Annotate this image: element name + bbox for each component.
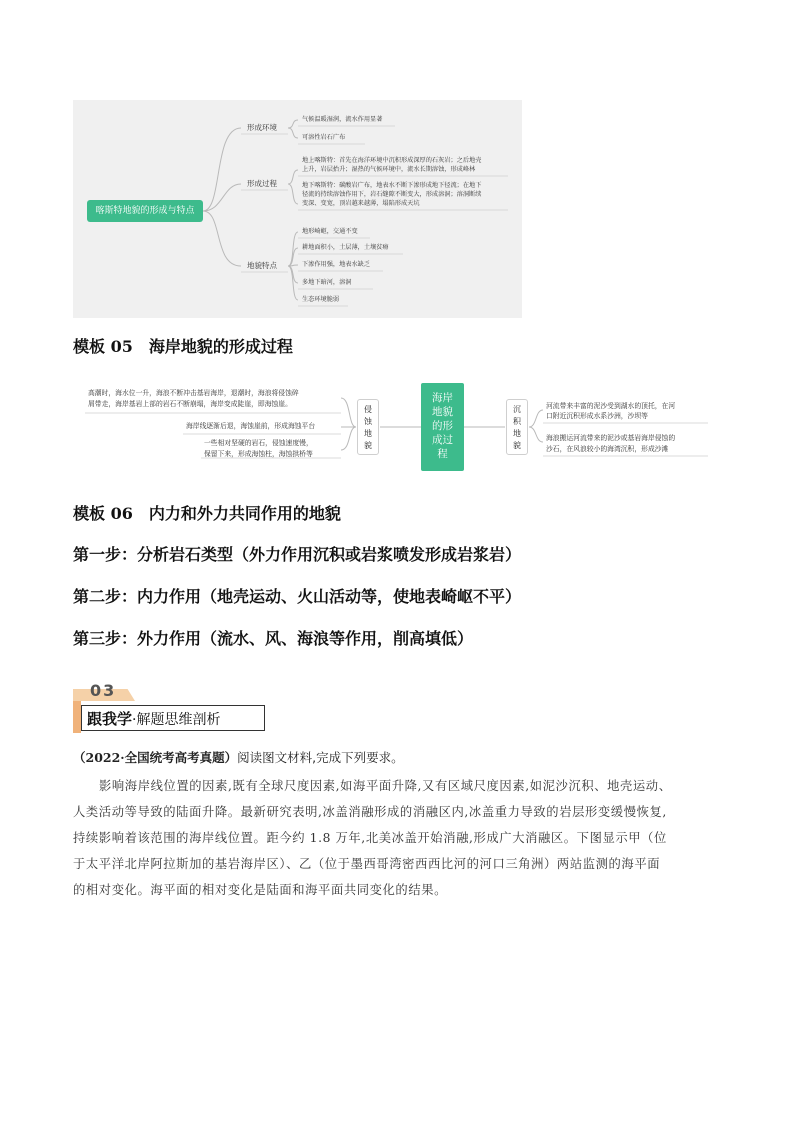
karst-branch-features: 地貌特点 [247,261,277,270]
karst-leaf: 生态环境脆弱 [302,296,340,303]
step-1: 第一步：分析岩石类型（外力作用沉积或岩浆喷发形成岩浆岩） [73,545,522,564]
node-char: 沉 [513,405,521,414]
erosion-item: 屑带走，海岸基岩上部的岩石不断崩塌，海岸变成陡崖，即海蚀崖。 [88,400,292,408]
coastal-mindmap [73,380,723,480]
node-char: 积 [513,417,521,426]
karst-leaf: 多地下暗河，溶洞 [302,279,352,286]
node-char: 蚀 [364,417,372,426]
paragraph-line: 于太平洋北岸阿拉斯加的基岩海岸区）、乙（位于墨西哥湾密西西比河的河口三角洲）两站监测的海平面 [73,857,661,871]
node-line: 的形 [432,420,453,432]
template-06-heading: 模板 06 内力和外力共同作用的地貌 [73,504,341,523]
karst-leaf: 径流的持续溶蚀作用下，岩石缝隙不断变大，形成溶洞；溶洞断续 [302,191,482,198]
karst-mindmap [73,100,522,318]
section-badge-accent [73,701,81,733]
karst-root-node: 喀斯特地貌的形成与特点 [87,200,203,222]
paragraph-line: 持续影响着该范围的海岸线位置。距今约 1.8 万年,北美冰盖开始消融,形成广大消融区。下图显示甲（位 [73,831,667,845]
erosion-item: 一些相对坚硬的岩石，侵蚀速度慢， [204,439,313,447]
template-05-heading: 模板 05 海岸地貌的形成过程 [73,337,293,356]
paragraph-line: 影响海岸线位置的因素,既有全球尺度因素,如海平面升降,又有区域尺度因素,如泥沙沉积、地壳运动、 [99,779,672,793]
section-title [87,708,220,729]
erosion-item: 海岸线逐渐后退，海蚀崖前，形成海蚀平台 [186,422,316,430]
karst-leaf: 地上喀斯特：首先在海洋环境中沉积形成深厚的石灰岩；之后地壳 [302,157,482,164]
deposition-item: 沙石，在风浪较小的海湾沉积，形成沙滩 [546,445,669,453]
step-3: 第三步：外力作用（流水、风、海浪等作用，削高填低） [73,629,474,648]
node-char: 地 [364,429,372,438]
deposition-item: 海浪搬运河流带来的泥沙或基岩海岸侵蚀的 [546,434,676,442]
node-line: 成过 [432,434,453,446]
erosion-item: 高潮时，海水位一升，海浪不断冲击基岩海岸，退潮时，海浪将侵蚀碎 [88,389,299,397]
section-number: 03 [90,681,117,700]
node-char: 侵 [364,405,372,414]
section-title-main: 跟我学 [87,710,133,728]
deposition-item: 河流带来丰富的泥沙受到湖水的顶托，在河 [546,402,676,410]
karst-branch-process: 形成过程 [247,179,277,188]
node-char: 地 [513,429,521,438]
node-line: 程 [437,448,448,460]
karst-leaf: 下渗作用强，地表水缺乏 [302,261,371,268]
karst-leaf: 上升，岩层抬升；湿热的气候环境中，流水长期溶蚀，形成峰林 [302,166,476,173]
question-paragraph [73,773,763,903]
paragraph-line: 的相对变化。海平面的相对变化是陆面和海平面共同变化的结果。 [73,883,448,897]
karst-leaf: 气候温暖湿润，流水作用显著 [302,116,383,123]
node-line: 海岸 [432,392,453,404]
karst-leaf: 耕地面积小，土层薄，土壤贫瘠 [302,244,389,251]
question-instruction: 阅读图文材料,完成下列要求。 [237,750,404,765]
node-char: 貌 [364,441,372,450]
step-2: 第二步：内力作用（地壳运动、火山活动等，使地表崎岖不平） [73,587,522,606]
karst-leaf: 地下喀斯特：碳酸岩广布，地表水不断下渗形成地下径流；在地下 [302,182,482,189]
deposition-item: 口附近沉积形成水系沙洲，沙坝等 [546,412,648,420]
node-line: 地貌 [432,406,453,418]
karst-branch-environment: 形成环境 [247,123,277,132]
node-char: 貌 [513,441,521,450]
coastal-center-node [421,383,464,471]
erosion-item: 保留下来，形成海蚀柱，海蚀拱桥等 [204,450,313,458]
paragraph-line: 人类活动等导致的陆面升降。最新研究表明,冰盖消融形成的消融区内,冰盖重力导致的岩层形变缓慢恢复, [73,805,667,819]
erosion-landform-node [357,399,379,455]
deposition-landform-node [506,399,528,455]
section-title-sub: ·解题思维剖析 [132,712,221,728]
karst-leaf: 地形崎岖，交通不变 [302,228,358,235]
question-source: （2022·全国统考高考真题） [73,750,238,765]
karst-leaf: 变深、变宽，顶岩越来越薄，塌陷形成天坑 [302,200,420,207]
karst-leaf: 可溶性岩石广布 [302,134,346,141]
question-intro [73,748,404,766]
